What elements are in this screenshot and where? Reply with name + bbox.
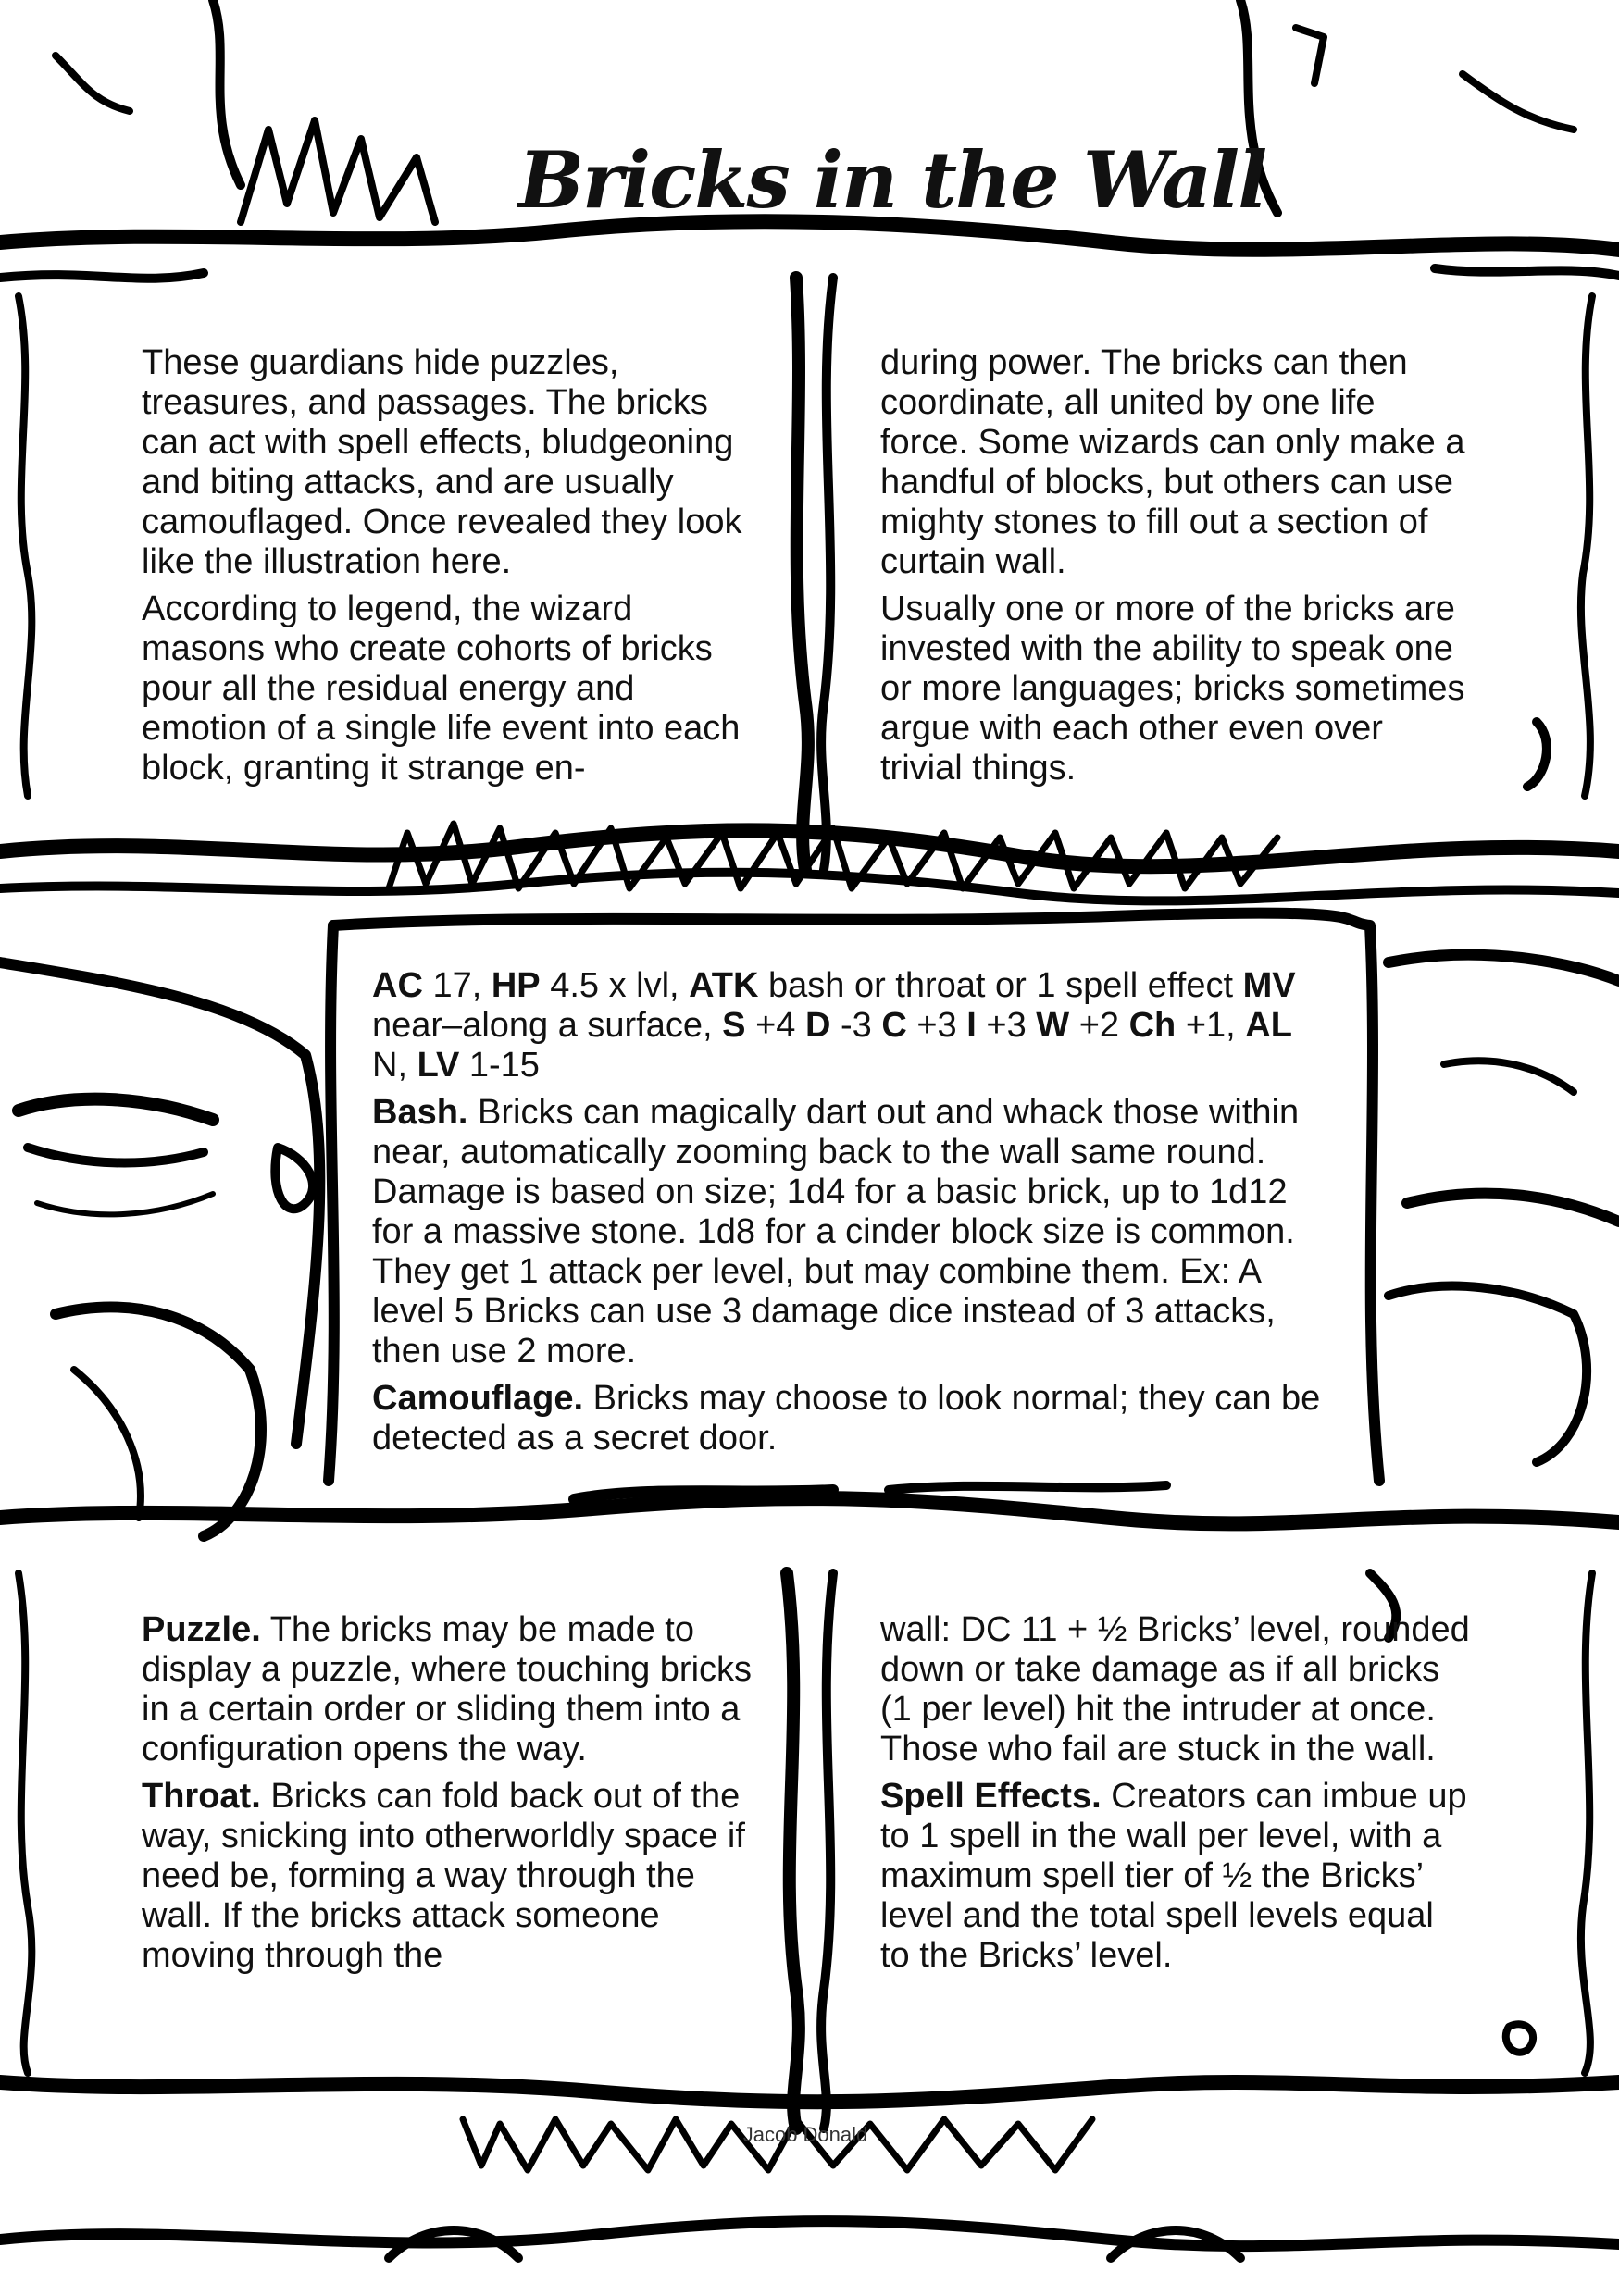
atk-label: ATK [689,966,759,1005]
ability-spell-effects [880,1777,1473,1976]
intro-paragraph: These guardians hide puzzles, treasures, and passages. The bricks can act with spell effects, bludgeoning and biting attacks, and are usually camouflaged. Once revealed they look like the illustration here. [142,343,742,581]
s-label: S [722,1006,746,1045]
ability-text: Bricks can magically dart out and whack those within near, automatically zooming back to the wall same round. Damage is based on size; 1d4 for a basic brick, up to 1d12 for a massive stone. 1d8 for a cinder block size is common. They get 1 attack per level, but may combine them. Ex: A level 5 Bricks can use 3 damage dice instead of 3 attacks, then use 2 more. [372,1093,1300,1371]
intro-paragraph: during power. The bricks can then coordinate, all united by one life force. Some wizards can only make a handful of blocks, but others can use mighty stones to fill out a section of curtain wall. [880,343,1465,581]
ability-text: Creators can imbue up to 1 spell in the wall per level, with a maximum spell tier of ½ the Bricks’ level and the total spell levels equal to the Bricks’ level. [880,1777,1467,1975]
ability-name: Camouflage. [372,1379,584,1418]
ac-value: 17, [432,966,482,1005]
w-value: +2 [1078,1006,1120,1045]
i-label: I [966,1006,977,1045]
lv-value: 1-15 [468,1046,540,1085]
mv-label: MV [1242,966,1296,1005]
hp-label: HP [491,966,541,1005]
ability-name: Bash. [372,1093,468,1132]
c-value: +3 [916,1006,957,1045]
i-value: +3 [986,1006,1027,1045]
page-title: Bricks in the Wall [518,134,1266,226]
artist-credit: Jacob Donald [742,2123,868,2146]
ability-bash [372,1093,1335,1371]
ch-value: +1, [1185,1006,1236,1045]
al-value: N, [372,1046,407,1085]
intro-paragraph: Usually one or more of the bricks are invested with the ability to speak one or more languages; bricks sometimes argue with each other even over trivial things. [880,590,1465,788]
throat-continued: wall: DC 11 + ½ Bricks’ level, rounded down or take damage as if all bricks (1 per level) hit the intruder at once. Those who fail are stuck in the wall. [880,1610,1470,1769]
ability-text: Bricks can fold back out of the way, snicking into otherworldly space if need be, forming a way through the wall. If the bricks attack someone moving through the [142,1777,745,1975]
ac-label: AC [372,966,423,1005]
s-value: +4 [755,1006,796,1045]
mv-value: near–along a surface, [372,1006,713,1045]
intro-column-right [880,343,1473,796]
ability-name: Spell Effects. [880,1777,1102,1816]
lv-label: LV [417,1046,460,1085]
ability-text: Bricks may choose to look normal; they can be detected as a secret door. [372,1379,1321,1458]
ability-name: Throat. [142,1777,261,1816]
ch-label: Ch [1128,1006,1177,1045]
d-value: -3 [840,1006,872,1045]
w-label: W [1036,1006,1070,1045]
c-label: C [881,1006,907,1045]
intro-column-left [142,343,753,796]
intro-paragraph: According to legend, the wizard masons who create cohorts of bricks pour all the residual energy and emotion of a single life event into each block, granting it strange en- [142,590,741,788]
ability-text: The bricks may be made to display a puzzle, where touching bricks in a certain order or sliding them into a configuration opens the way. [142,1610,753,1769]
ability-name: Puzzle. [142,1610,261,1649]
ability-puzzle [142,1610,753,1769]
al-label: AL [1245,1006,1292,1045]
stat-block [372,966,1335,1466]
d-label: D [804,1006,831,1045]
hp-value: 4.5 x lvl, [550,966,679,1005]
atk-value: bash or throat or 1 spell effect [768,966,1234,1005]
abilities-column-right [880,1610,1473,1983]
abilities-column-left [142,1610,753,1983]
stat-line [372,966,1335,1086]
ability-camouflage [372,1379,1335,1458]
ability-throat [142,1777,753,1976]
